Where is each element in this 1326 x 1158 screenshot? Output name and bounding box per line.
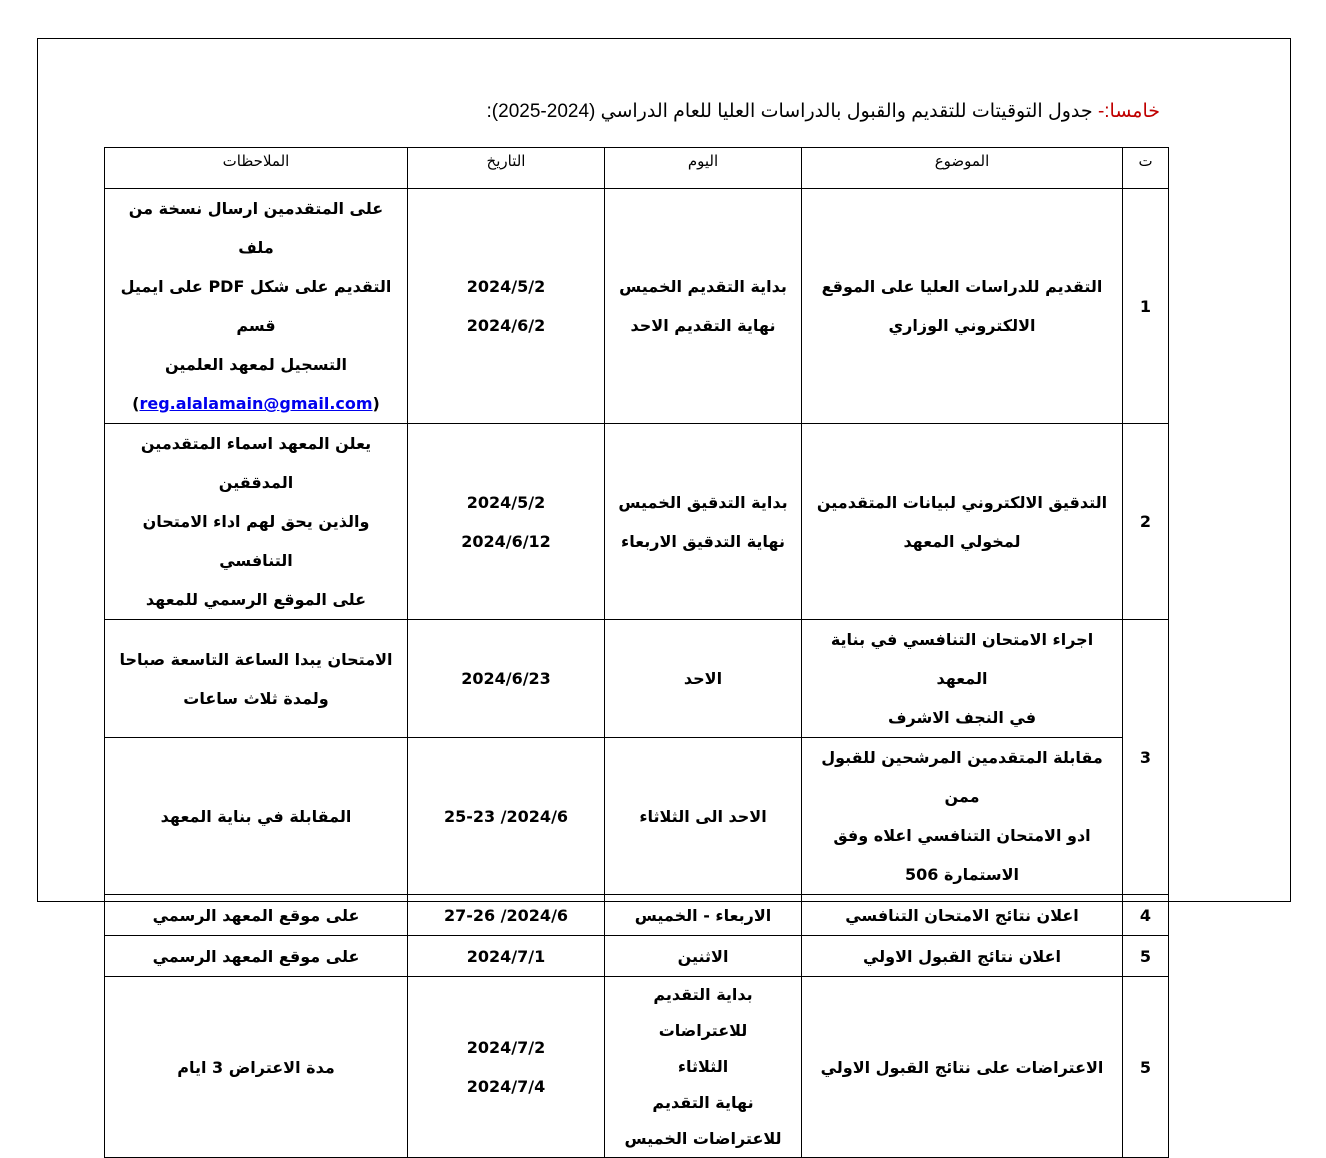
day-cell: الاربعاء - الخميس [605, 895, 802, 936]
date-line: 2024/6/ 25-23 [443, 806, 569, 826]
notes-line: والذين يحق لهم اداء الامتحان التنافسي [142, 512, 370, 570]
date-cell [408, 738, 605, 895]
date-cell [408, 620, 605, 738]
notes-line: يعلن المعهد اسماء المتقدمين المدققين [140, 434, 372, 492]
day-line: الاحد الى الثلاثاء [639, 806, 767, 826]
table-row [105, 738, 1169, 895]
notes-line: ولمدة ثلاث ساعات [183, 688, 329, 708]
email-link[interactable]: reg.alalamain@gmail.com [139, 394, 373, 413]
row-number: 5 [1123, 977, 1169, 1158]
date-line: 2024/6/23 [461, 669, 551, 688]
header-date: التاريخ [408, 148, 605, 189]
date-line: 2024/5/2 [466, 492, 546, 512]
day-cell [605, 189, 802, 424]
day-cell [605, 738, 802, 895]
notes-cell: مدة الاعتراض 3 ايام [105, 977, 408, 1158]
day-line: بداية التقديم الخميس [619, 277, 787, 296]
subject-cell [802, 738, 1123, 895]
day-line: الثلاثاء [677, 1057, 729, 1076]
row-number: 5 [1123, 936, 1169, 977]
table-row [105, 620, 1169, 738]
day-cell [605, 620, 802, 738]
date-cell: 2024/6/ 27-26 [408, 895, 605, 936]
notes-line: على الموقع الرسمي للمعهد [145, 590, 367, 609]
notes-line: التقديم على شكل PDF على ايميل قسم [120, 277, 392, 335]
table-row [105, 189, 1169, 424]
notes-cell: على موقع المعهد الرسمي [105, 895, 408, 936]
day-line: نهاية التقديم [652, 1093, 754, 1112]
date-cell [408, 424, 605, 620]
table-row [105, 424, 1169, 620]
email-line: (reg.alalamain@gmail.com) [132, 394, 380, 413]
table-row [105, 977, 1169, 1158]
day-line: بداية التقديم للاعتراضات [653, 985, 753, 1040]
date-line: 2024/7/4 [466, 1077, 546, 1096]
notes-line: التسجيل لمعهد العلمين [164, 355, 348, 374]
row-number: 3 [1123, 620, 1169, 895]
heading-text: جدول التوقيتات للتقديم والقبول بالدراسات العليا للعام الدراسي (2024-2025): [486, 101, 1098, 122]
subject-line: لمخولي المعهد [903, 531, 1021, 551]
subject-cell [802, 189, 1123, 424]
header-day: اليوم [605, 148, 802, 189]
row-number: 1 [1123, 189, 1169, 424]
schedule-table [104, 147, 1169, 1158]
subject-line: التدقيق الالكتروني لبيانات المتقدمين [816, 492, 1108, 512]
section-heading [487, 100, 1160, 123]
table-row [105, 895, 1169, 936]
date-line: 2024/6/12 [461, 531, 551, 551]
date-cell: 2024/7/1 [408, 936, 605, 977]
header-num: ت [1123, 148, 1169, 189]
subject-cell: اعلان نتائج الامتحان التنافسي [802, 895, 1123, 936]
notes-cell [105, 738, 408, 895]
row-number: 4 [1123, 895, 1169, 936]
day-cell [605, 424, 802, 620]
heading-lead: خامسا:- [1097, 101, 1160, 122]
notes-cell [105, 424, 408, 620]
date-line: 2024/7/2 [466, 1038, 546, 1057]
date-line: 2024/5/2 [466, 277, 546, 296]
table-header-row [105, 148, 1169, 189]
day-cell: الاثنين [605, 936, 802, 977]
subject-cell [802, 424, 1123, 620]
notes-cell: على موقع المعهد الرسمي [105, 936, 408, 977]
subject-line: التقديم للدراسات العليا على الموقع [821, 277, 1103, 296]
subject-line: الاستمارة 506 [904, 865, 1020, 884]
subject-cell: الاعتراضات على نتائج القبول الاولي [802, 977, 1123, 1158]
table-row [105, 936, 1169, 977]
date-cell [408, 977, 605, 1158]
day-line: للاعتراضات الخميس [624, 1129, 782, 1148]
notes-cell [105, 189, 408, 424]
day-line: نهاية التدقيق الاربعاء [621, 531, 785, 551]
notes-line: المقابلة في بناية المعهد [160, 806, 352, 826]
subject-line: ادو الامتحان التنافسي اعلاه وفق [833, 826, 1091, 845]
date-cell [408, 189, 605, 424]
subject-line: في النجف الاشرف [887, 708, 1037, 727]
notes-cell [105, 620, 408, 738]
day-line: الاحد [683, 669, 723, 688]
subject-line: مقابلة المتقدمين المرشحين للقبول ممن [821, 748, 1103, 806]
day-line: نهاية التقديم الاحد [630, 316, 776, 335]
notes-line: على المتقدمين ارسال نسخة من ملف [128, 199, 384, 257]
subject-cell [802, 620, 1123, 738]
date-line: 2024/6/2 [466, 316, 546, 335]
subject-line: اجراء الامتحان التنافسي في بناية المعهد [830, 630, 1094, 688]
row-number: 2 [1123, 424, 1169, 620]
notes-line: الامتحان يبدا الساعة التاسعة صباحا [119, 649, 393, 669]
header-subject: الموضوع [802, 148, 1123, 189]
header-notes: الملاحظات [105, 148, 408, 189]
subject-cell: اعلان نتائج القبول الاولي [802, 936, 1123, 977]
day-cell [605, 977, 802, 1158]
subject-line: الالكتروني الوزاري [888, 316, 1036, 335]
day-line: بداية التدقيق الخميس [618, 492, 788, 512]
